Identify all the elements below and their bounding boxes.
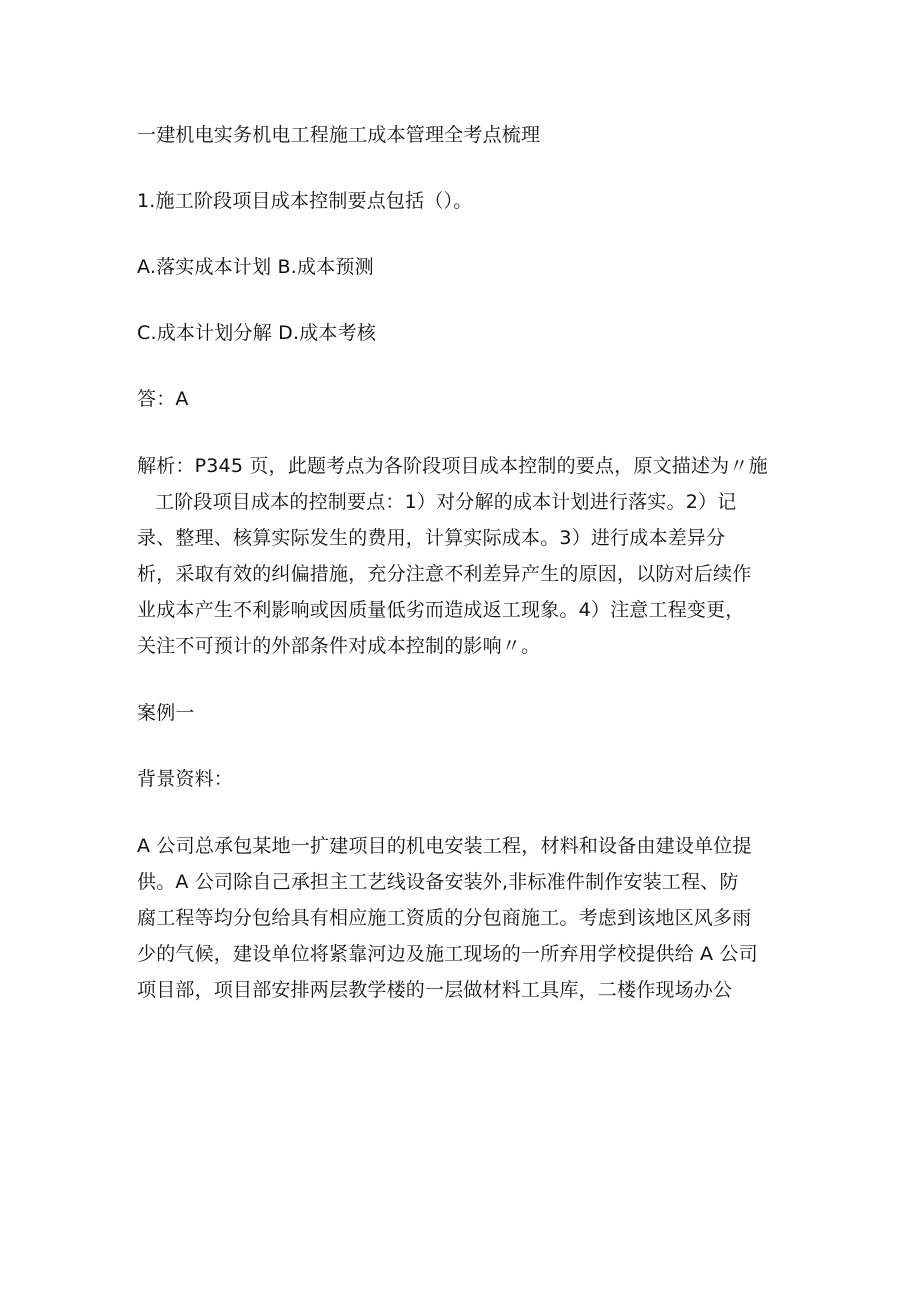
background-label: 背景资料： — [137, 768, 234, 790]
analysis-line: 关注不可预计的外部条件对成本控制的影响〃。 — [137, 635, 541, 657]
analysis-line: 解析：P345 页，此题考点为各阶段项目成本控制的要点，原文描述为〃施 — [137, 455, 768, 477]
option-line-1: A.落实成本计划 B.成本预测 — [137, 256, 374, 278]
analysis-line: 工阶段项目成本的控制要点：1）对分解的成本计划进行落实。2）记 — [155, 491, 737, 513]
answer-text: 答：A — [137, 388, 189, 410]
option-line-2: C.成本计划分解 D.成本考核 — [137, 322, 377, 344]
question-text: 1.施工阶段项目成本控制要点包括（）。 — [137, 190, 473, 212]
document-body — [137, 118, 787, 1040]
background-line: 腐工程等均分包给具有相应施工资质的分包商施工。考虑到该地区风多雨 — [137, 907, 752, 929]
case-title: 案例一 — [137, 702, 195, 724]
background-line: 项目部，项目部安排两层教学楼的一层做材料工具库，二楼作现场办公 — [137, 979, 733, 1001]
background-line: 供。A 公司除自己承担主工艺线设备安装外,非标准件制作安装工程、防 — [137, 871, 739, 893]
background-line: A 公司总承包某地一扩建项目的机电安装工程，材料和设备由建设单位提 — [137, 835, 752, 857]
analysis-line: 析，采取有效的纠偏措施，充分注意不利差异产生的原因，以防对后续作 — [137, 563, 752, 585]
background-line: 少的气候，建设单位将紧靠河边及施工现场的一所弃用学校提供给 A 公司 — [137, 943, 758, 965]
analysis-line: 录、整理、核算实际发生的费用，计算实际成本。3）进行成本差异分 — [137, 527, 726, 549]
analysis-paragraph — [137, 448, 787, 664]
analysis-line: 业成本产生不利影响或因质量低劣而造成返工现象。4）注意工程变更， — [137, 599, 745, 621]
document-title: 一建机电实务机电工程施工成本管理全考点梳理 — [137, 124, 541, 146]
background-paragraph — [137, 828, 787, 1008]
